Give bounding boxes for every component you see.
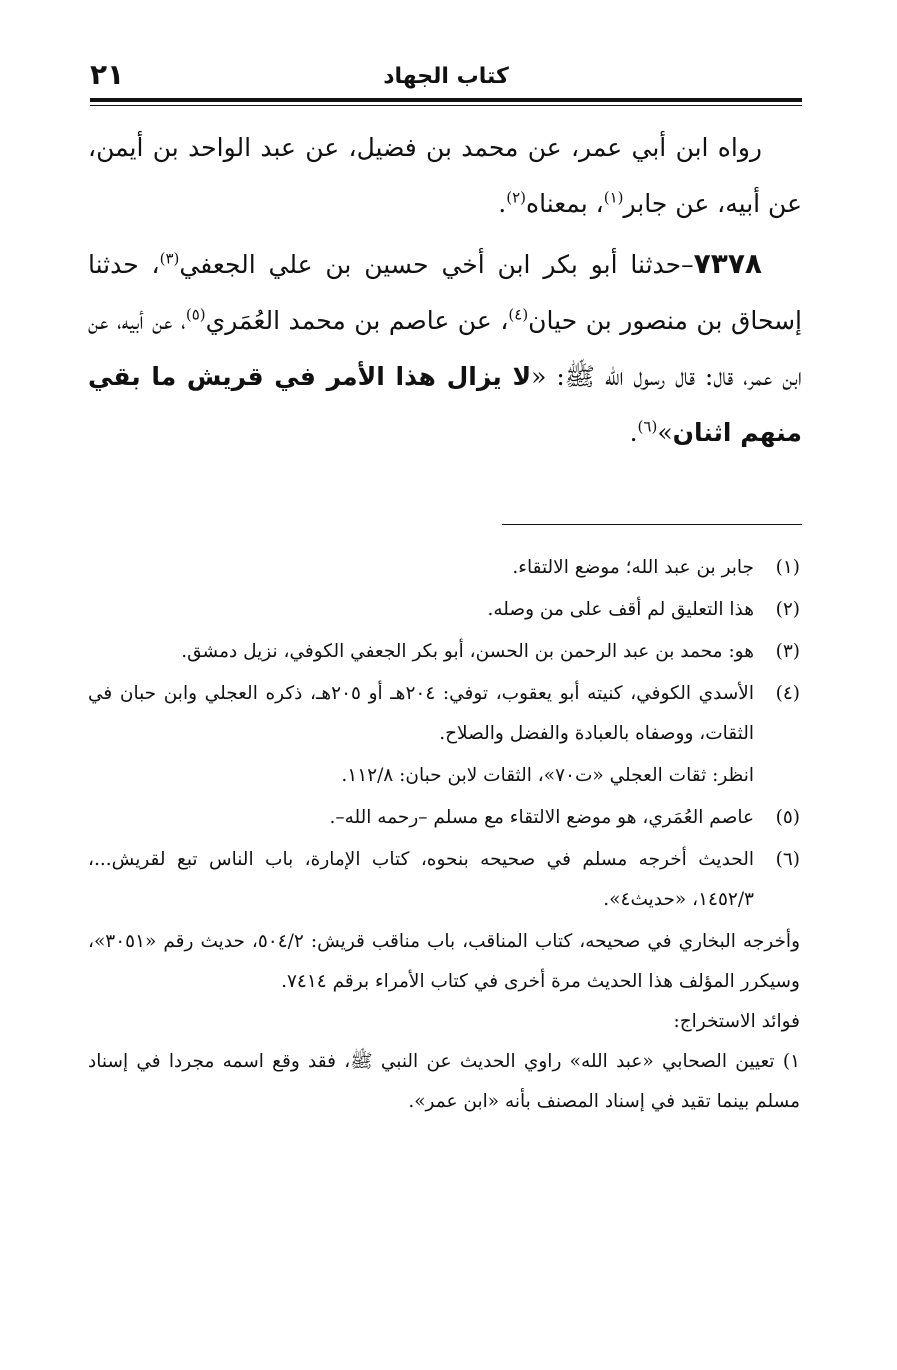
- footnote-ref-4[interactable]: (٤): [508, 305, 529, 324]
- footnote-ref-2[interactable]: (٢): [506, 188, 526, 207]
- footnote-separator: [502, 524, 802, 525]
- footnote-text: هذا التعليق لم أقف على من وصله.: [487, 599, 754, 620]
- fawaid-item-1: ١) تعيين الصحابي «عبد الله» راوي الحديث عن النبي ﷺ، فقد وقع اسمه مجردا في إسناد مسلم بينما تقيد في إسناد المصنف بأنه «ابن عمر».: [88, 1051, 800, 1112]
- footnote-number: (٤): [775, 683, 800, 704]
- footnote-number: (١): [775, 557, 800, 578]
- footnote-4: [88, 674, 800, 754]
- page-number: ٢١: [90, 58, 125, 91]
- footnote-ref-3[interactable]: (٣): [159, 249, 180, 268]
- footnote-4-reference: [88, 756, 800, 796]
- footnote-number: (٣): [775, 641, 800, 662]
- paragraph-hadith: ٧٣٧٨–حدثنا أبو بكر ابن أخي حسين بن علي الجعفي$^{(٣)}$، حدثنا إسحاق بن منصور بن حيان$^{(٤)}$، عن عاصم بن محمد العُمَري$^{(٥)}$، عن أبيه، عن ابن عمر، قال: قال رسول الله ﷺ: «لا يزال هذا الأمر في قريش ما بقي منهم اثنان»$^{(٦)}$.: [88, 247, 803, 447]
- footnote-text: الحديث أخرجه مسلم في صحيحه بنحوه، كتاب الإمارة، باب الناس تبع لقريش...، ١٤٥٢/٣، «حديث٤».: [88, 849, 754, 910]
- footnote-number: (٢): [775, 599, 800, 620]
- footnote-3: [88, 632, 800, 672]
- footnote-number: (٦): [775, 849, 800, 870]
- fawaid-heading: فوائد الاستخراج:: [673, 1011, 800, 1032]
- footnote-2: [88, 590, 800, 630]
- footnote-text: عاصم العُمَري، هو موضع الالتقاء مع مسلم –رحمه الله–.: [329, 807, 754, 828]
- paragraph-riwaya: رواه ابن أبي عمر، عن محمد بن فضيل، عن عبد الواحد بن أيمن، عن أبيه، عن جابر$^{(١)}$، بمعناه$^{(٢)}$.: [88, 133, 802, 218]
- footnote-6: [88, 840, 800, 920]
- footnote-text: الأسدي الكوفي، كنيته أبو يعقوب، توفي: ٢٠٤هـ أو ٢٠٥هـ، ذكره العجلي وابن حبان في الثقات، ووصفاه بالعبادة والفضل والصلاح.: [88, 683, 754, 744]
- footnote-ref-6[interactable]: (٦): [637, 417, 658, 436]
- main-text: [88, 120, 802, 461]
- hadith-number: ٧٣٧٨: [693, 247, 762, 280]
- footnote-1: [88, 548, 800, 588]
- footnotes: [88, 548, 800, 1122]
- footnote-6-bukhari: وأخرجه البخاري في صحيحه، كتاب المناقب، باب مناقب قريش: ٥٠٤/٢، حديث رقم «٣٠٥١»، وسيكرر المؤلف هذا الحديث مرة أخرى في كتاب الأمراء برقم ٧٤١٤.: [88, 931, 801, 992]
- footnote-number: (٥): [775, 807, 800, 828]
- footnote-5: [88, 798, 800, 838]
- footnote-text: جابر بن عبد الله؛ موضع الالتقاء.: [512, 557, 754, 578]
- header-rule-thick: [90, 98, 802, 102]
- footnote-text: هو: محمد بن عبد الرحمن بن الحسن، أبو بكر الجعفي الكوفي، نزيل دمشق.: [181, 641, 754, 662]
- footnote-ref-5[interactable]: (٥): [185, 305, 206, 324]
- running-title: كتاب الجهاد: [383, 64, 509, 89]
- hadith-matn: لا يزال هذا الأمر في قريش ما بقي منهم اثنان: [88, 362, 802, 447]
- header-rule-thin: [90, 105, 802, 106]
- footnote-text: انظر: ثقات العجلي «ت٧٠»، الثقات لابن حبان: ١١٢/٨.: [341, 765, 754, 786]
- footnote-ref-1[interactable]: (١): [603, 188, 624, 207]
- page-header: [90, 58, 802, 98]
